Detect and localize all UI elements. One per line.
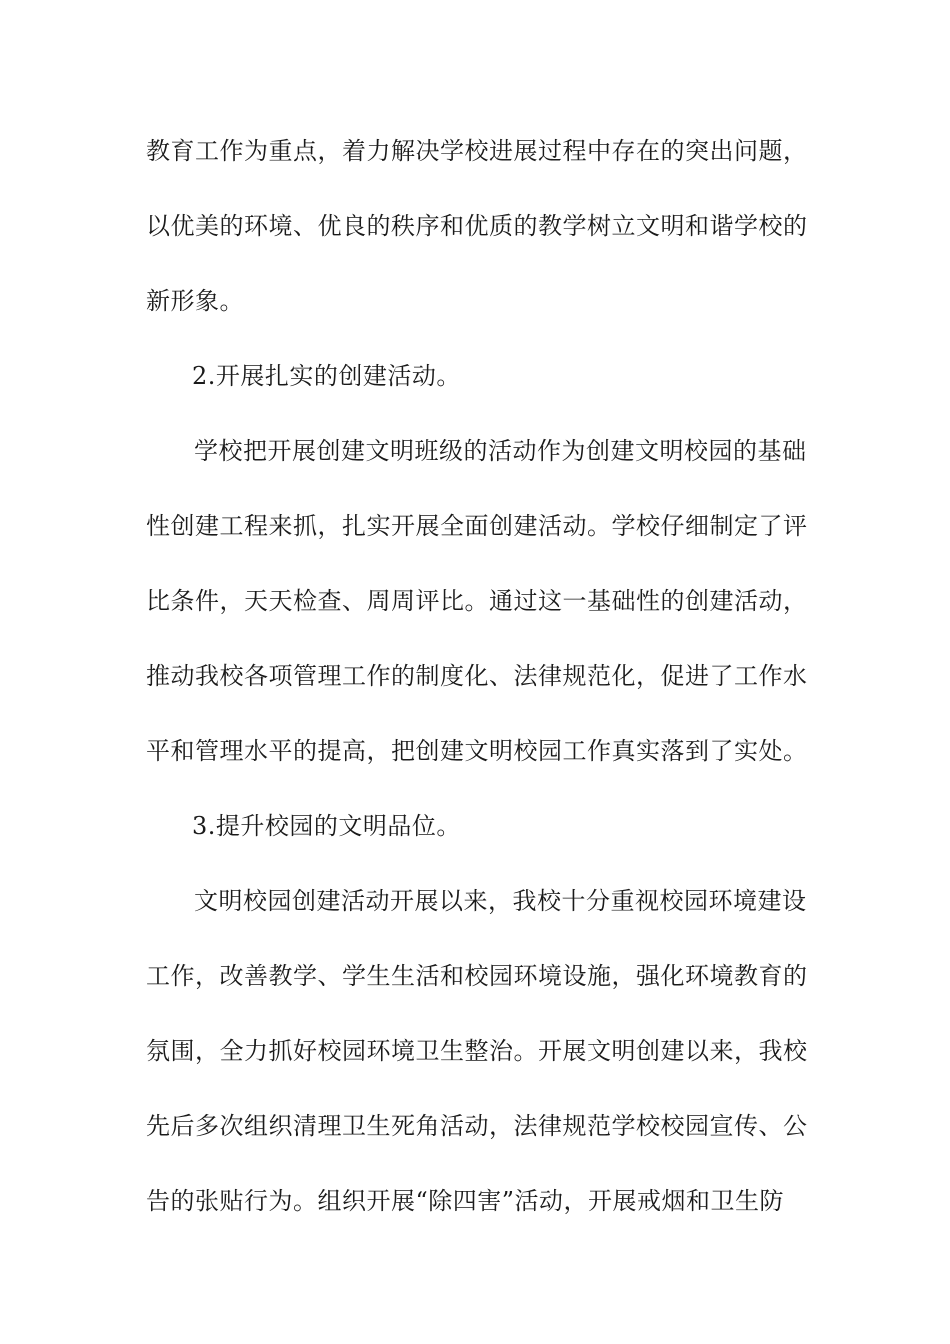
paragraph-3-line-3: 氛围，全力抓好校园环境卫生整治。开展文明创建以来，我校 <box>146 1037 808 1065</box>
paragraph-2-line-5: 平和管理水平的提高，把创建文明校园工作真实落到了实处。 <box>146 737 808 765</box>
paragraph-3-line-4: 先后多次组织清理卫生死角活动，法律规范学校校园宣传、公 <box>146 1112 808 1140</box>
section-heading-2: 2.开展扎实的创建活动。 <box>192 362 461 390</box>
paragraph-1-line-1: 教育工作为重点，着力解决学校进展过程中存在的突出问题， <box>146 137 808 165</box>
paragraph-3-line-5: 告的张贴行为。组织开展“除四害”活动，开展戒烟和卫生防 <box>146 1187 785 1215</box>
paragraph-2-line-4: 推动我校各项管理工作的制度化、法律规范化，促进了工作水 <box>146 662 808 690</box>
paragraph-2-line-3: 比条件，天天检查、周周评比。通过这一基础性的创建活动， <box>146 587 808 615</box>
paragraph-2-line-2: 性创建工程来抓，扎实开展全面创建活动。学校仔细制定了评 <box>146 512 808 540</box>
paragraph-2-line-1: 学校把开展创建文明班级的活动作为创建文明校园的基础 <box>194 437 807 465</box>
paragraph-3-line-1: 文明校园创建活动开展以来，我校十分重视校园环境建设 <box>194 887 807 915</box>
section-heading-3: 3.提升校园的文明品位。 <box>192 812 461 840</box>
paragraph-1-line-3: 新形象。 <box>146 287 244 315</box>
paragraph-1-line-2: 以优美的环境、优良的秩序和优质的教学树立文明和谐学校的 <box>146 212 808 240</box>
paragraph-3-line-2: 工作，改善教学、学生生活和校园环境设施，强化环境教育的 <box>146 962 808 990</box>
